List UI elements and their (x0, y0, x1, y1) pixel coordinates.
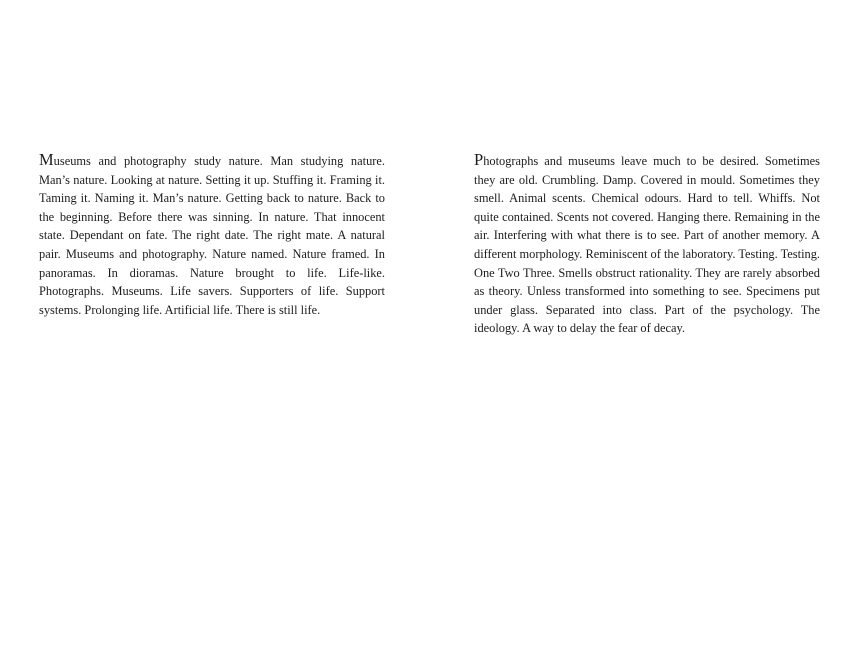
right-initial-letter: P (474, 150, 484, 169)
right-paragraph-text: hotographs and museums leave much to be desired. Sometimes they are old. Crumbling. Damp. Covered in mould. Sometimes they smell. Animal scents. Chemical odours. Hard to tell. Whiffs. Not quite contained. Scents not covered. Hanging there. Remaining in the air. Interfering with what there is to see. Part of another memory. A different morphology. Reminiscent of the laboratory. Testing. Testing. One Two Three. Smells obstruct rationality. They are rarely absorbed as theory. Unless transformed into something to see. Specimens put under glass. Separated into class. Part of the psychology. The ideology. A way to delay the fear of decay. (474, 154, 820, 336)
left-paragraph (39, 152, 385, 319)
right-paragraph (474, 152, 820, 338)
left-paragraph-text: useums and photography study nature. Man studying nature. Man’s nature. Looking at nature. Setting it up. Stuffing it. Framing it. Taming it. Naming it. Man’s nature. Getting back to nature. Back to the beginning. Before there was sinning. In nature. That innocent state. Dependant on fate. The right date. The right mate. A natural pair. Museums and photography. Nature named. Nature framed. In panoramas. In dioramas. Nature brought to life. Life-like. Photographs. Museums. Life savers. Supporters of life. Support systems. Prolonging life. Artificial life. There is still life. (39, 154, 385, 317)
left-text-column (39, 152, 385, 319)
right-text-column (474, 152, 820, 338)
left-initial-letter: M (39, 150, 54, 169)
